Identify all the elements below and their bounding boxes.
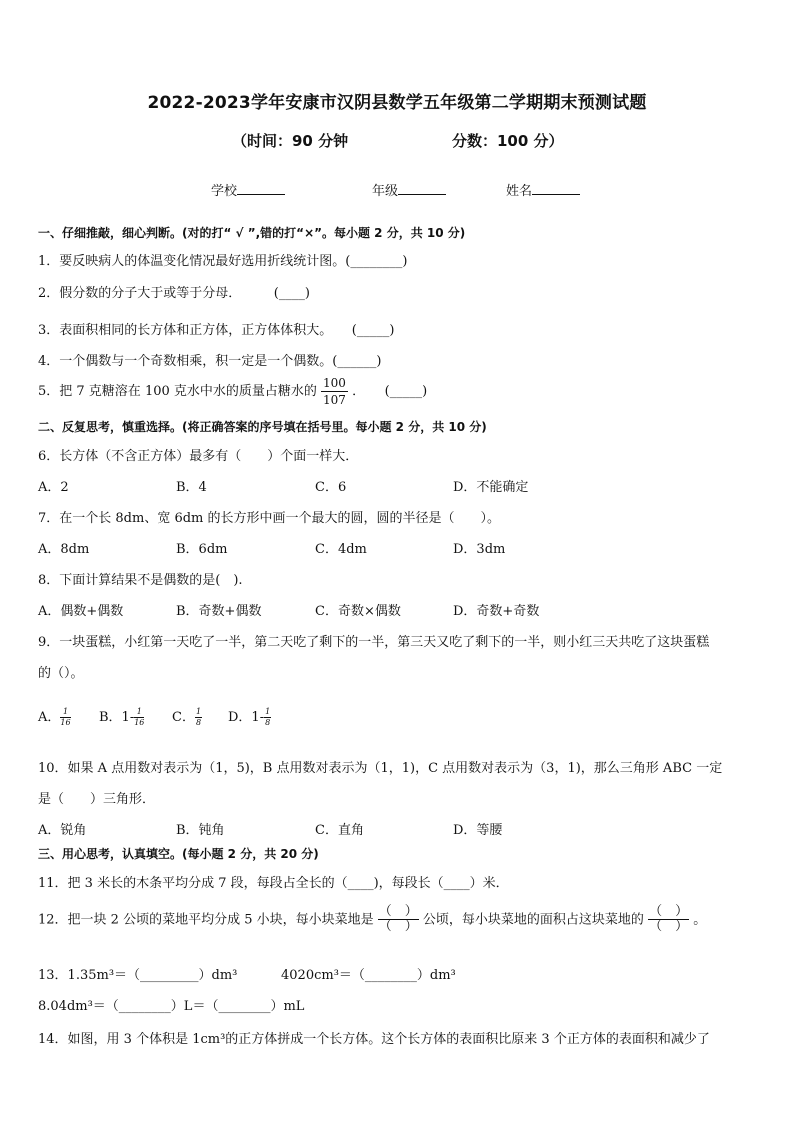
question-10-line-2: 是（ ）三角形． [38, 792, 156, 807]
section-1-heading: 一、仔细推敲，细心判断。(对的打“ √ ”,错的打“×”。每小题 2 分，共 10 分) [38, 226, 466, 240]
question-12-text: 12．把一块 2 公顷的菜地平均分成 5 小块，每小块菜地是 [38, 912, 374, 928]
q8-option-d[interactable]: D．奇数+奇数 [453, 604, 540, 619]
question-5-blank: ． (_____) [352, 384, 428, 399]
section-2-heading: 二、反复思考，慎重选择。(将正确答案的序号填在括号里。每小题 2 分，共 10 分) [38, 420, 487, 434]
question-4: 4．一个偶数与一个奇数相乘，积一定是一个偶数。(______) [38, 354, 382, 369]
exam-score: 分数：100 分） [452, 132, 564, 150]
question-8: 8．下面计算结果不是偶数的是( ). [38, 573, 243, 588]
q8-option-c[interactable]: C．奇数×偶数 [315, 604, 401, 619]
q6-option-b[interactable]: B．4 [176, 480, 207, 495]
name-label: 姓名 [506, 184, 533, 199]
fraction-1-8: $\frac{1}{8}$ [265, 707, 271, 727]
fraction-1-8: $\frac{1}{8}$ [195, 707, 202, 727]
question-9-line-1: 9．一块蛋糕，小红第一天吃了一半，第二天吃了剩下的一半，第三天又吃了剩下的一半，则小红三天共吃了这块蛋糕 [38, 635, 710, 650]
question-5 [38, 377, 427, 406]
q10-option-d[interactable]: D．等腰 [453, 823, 503, 838]
question-14: 14．如图，用 3 个体积是 1cm³的正方体拼成一个长方体。这个长方体的表面积比原来 3 个正方体的表面积和减少了 [38, 1032, 710, 1047]
q10-option-b[interactable]: B．钝角 [176, 823, 225, 838]
q7-option-c[interactable]: C．4dm [315, 542, 367, 557]
grade-label: 年级 [372, 184, 399, 199]
q6-option-a[interactable]: A．2 [38, 480, 69, 495]
name-blank[interactable] [532, 182, 580, 195]
fraction-1-16: $\frac{1}{16}$ [60, 707, 71, 727]
blank-fraction[interactable]: $\frac{( )}{( )}$ [649, 904, 689, 935]
q7-option-a[interactable]: A．8dm [38, 542, 90, 557]
q10-option-a[interactable]: A．锐角 [38, 823, 87, 838]
page-title: 2022-2023学年安康市汉阴县数学五年级第二学期期末预测试题 [147, 93, 647, 113]
school-field [211, 180, 285, 199]
grade-field [372, 180, 446, 199]
q7-option-b[interactable]: B．6dm [176, 542, 228, 557]
q6-option-d[interactable]: D．不能确定 [453, 480, 529, 495]
q9-option-b[interactable]: B．1- $\frac{1}{16}$ [99, 707, 145, 727]
question-12-text-mid: 公顷，每小块菜地的面积占这块菜地的 [422, 912, 644, 928]
question-5-text: 5．把 7 克糖溶在 100 克水中水的质量占糖水的 [38, 384, 317, 399]
question-7: 7．在一个长 8dm、宽 6dm 的长方形中画一个最大的圆，圆的半径是（ ）。 [38, 511, 501, 526]
q9-option-d[interactable]: D．1- $\frac{1}{8}$ [228, 707, 271, 727]
question-12 [38, 905, 706, 935]
question-9-line-2: 的（）。 [38, 666, 84, 681]
grade-blank[interactable] [398, 182, 446, 195]
question-6: 6．长方体（不含正方体）最多有（ ）个面一样大． [38, 449, 359, 464]
q8-option-b[interactable]: B．奇数+偶数 [176, 604, 262, 619]
q10-option-c[interactable]: C．直角 [315, 823, 364, 838]
question-13c: 8.04dm³＝（________）L＝（________）mL [38, 999, 305, 1014]
fraction-100-107: $\frac{100}{107}$ [323, 376, 346, 407]
q9-option-c[interactable]: C． $\frac{1}{8}$ [172, 707, 202, 727]
exam-time: （时间：90 分钟 [232, 132, 349, 150]
question-11: 11．把 3 米长的木条平均分成 7 段，每段占全长的（____)，每段长（____）米． [38, 876, 509, 891]
question-13a: 13．1.35m³＝（_________）dm³ [38, 968, 238, 983]
q6-option-c[interactable]: C．6 [315, 480, 347, 495]
section-3-heading: 三、用心思考，认真填空。(每小题 2 分，共 20 分) [38, 847, 319, 861]
q8-option-a[interactable]: A．偶数+偶数 [38, 604, 124, 619]
school-blank[interactable] [237, 182, 285, 195]
question-12-end: 。 [693, 912, 707, 928]
question-1: 1．要反映病人的体温变化情况最好选用折线统计图。(________) [38, 254, 408, 269]
fraction-1-16: $\frac{1}{16}$ [134, 707, 145, 727]
q7-option-d[interactable]: D．3dm [453, 542, 506, 557]
question-3: 3．表面积相同的长方体和正方体，正方体体积大。 (_____) [38, 323, 395, 338]
q9-option-a[interactable]: A． $\frac{1}{16}$ [38, 707, 71, 727]
question-13b: 4020cm³＝（________）dm³ [281, 968, 456, 983]
blank-fraction[interactable]: $\frac{( )}{( )}$ [378, 904, 418, 935]
name-field [506, 180, 580, 199]
question-10-line-1: 10．如果 A 点用数对表示为（1，5)，B 点用数对表示为（1，1)，C 点用数对表示为（3，1)，那么三角形 ABC 一定 [38, 761, 723, 776]
question-2: 2．假分数的分子大于或等于分母． (____) [38, 286, 310, 301]
school-label: 学校 [211, 184, 238, 199]
